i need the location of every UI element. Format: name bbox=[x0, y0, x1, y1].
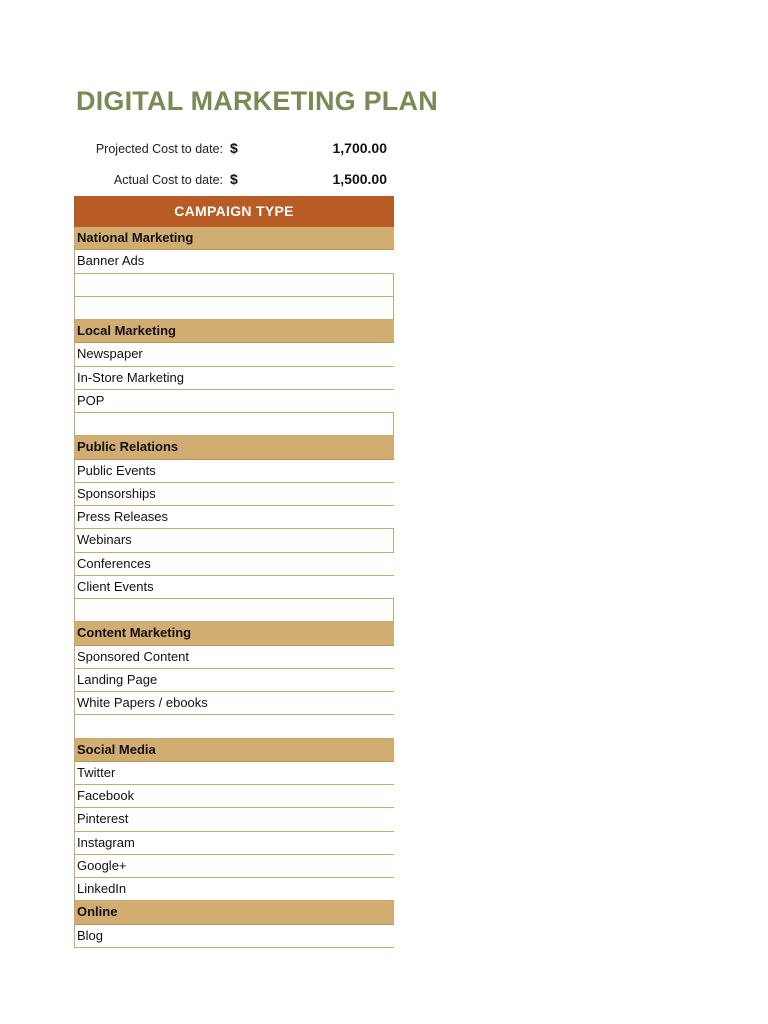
campaign-item-row[interactable]: Facebook bbox=[74, 785, 394, 808]
projected-cost-value: 1,700.00 bbox=[332, 140, 387, 156]
campaign-item-row[interactable] bbox=[74, 274, 394, 297]
campaign-item-row[interactable]: POP bbox=[74, 390, 394, 413]
category-row[interactable]: Social Media bbox=[74, 739, 394, 762]
page-title: DIGITAL MARKETING PLAN bbox=[76, 86, 438, 116]
actual-cost-row bbox=[74, 169, 394, 193]
campaign-item-row[interactable]: Landing Page bbox=[74, 669, 394, 692]
actual-cost-label: Actual Cost to date: bbox=[113, 173, 223, 187]
campaign-item-row[interactable]: Instagram bbox=[74, 832, 394, 855]
campaign-item-row[interactable]: Public Events bbox=[74, 460, 394, 483]
campaign-item-row[interactable] bbox=[74, 599, 394, 622]
campaign-item-row[interactable] bbox=[74, 297, 394, 320]
category-row[interactable]: Public Relations bbox=[74, 436, 394, 459]
projected-cost-row bbox=[74, 138, 394, 162]
campaign-item-row[interactable]: Sponsored Content bbox=[74, 646, 394, 669]
campaign-item-row[interactable]: Conferences bbox=[74, 553, 394, 576]
projected-cost-label: Projected Cost to date: bbox=[95, 142, 223, 156]
category-row[interactable]: Online bbox=[74, 901, 394, 924]
campaign-item-row[interactable]: In-Store Marketing bbox=[74, 367, 394, 390]
actual-cost-value: 1,500.00 bbox=[332, 171, 387, 187]
campaign-item-row[interactable]: Twitter bbox=[74, 762, 394, 785]
campaign-item-row[interactable]: Press Releases bbox=[74, 506, 394, 529]
campaign-rows bbox=[74, 227, 394, 948]
category-row[interactable]: Content Marketing bbox=[74, 622, 394, 645]
campaign-item-row[interactable] bbox=[74, 413, 394, 436]
campaign-item-row[interactable]: Pinterest bbox=[74, 808, 394, 831]
category-row[interactable]: Local Marketing bbox=[74, 320, 394, 343]
category-row[interactable]: National Marketing bbox=[74, 227, 394, 250]
campaign-item-row[interactable]: Client Events bbox=[74, 576, 394, 599]
campaign-item-row[interactable]: Webinars bbox=[74, 529, 394, 552]
campaign-item-row[interactable]: Sponsorships bbox=[74, 483, 394, 506]
actual-cost-currency: $ bbox=[230, 171, 238, 187]
projected-cost-currency: $ bbox=[230, 140, 238, 156]
campaign-type-header: CAMPAIGN TYPE bbox=[74, 196, 394, 227]
title-container bbox=[76, 82, 438, 122]
campaign-item-row[interactable]: Google+ bbox=[74, 855, 394, 878]
campaign-item-row[interactable]: Newspaper bbox=[74, 343, 394, 366]
campaign-table bbox=[74, 196, 394, 948]
campaign-item-row[interactable] bbox=[74, 715, 394, 738]
campaign-item-row[interactable]: White Papers / ebooks bbox=[74, 692, 394, 715]
campaign-item-row[interactable]: LinkedIn bbox=[74, 878, 394, 901]
campaign-item-row[interactable]: Banner Ads bbox=[74, 250, 394, 273]
campaign-item-row[interactable]: Blog bbox=[74, 925, 394, 948]
